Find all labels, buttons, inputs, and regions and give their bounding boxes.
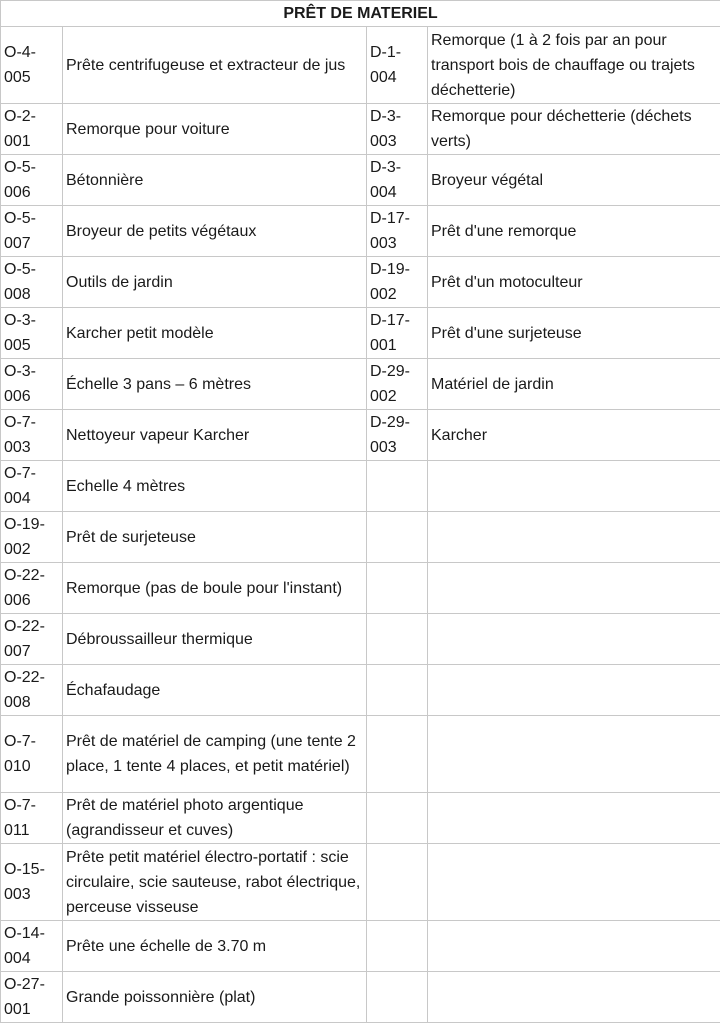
offer-label: Prêt de matériel photo argentique (agrandisseur et cuves) [63,793,367,844]
request-code: D-1-004 [367,27,428,104]
request-label: Prêt d'une surjeteuse [428,308,720,359]
title-row [1,1,720,27]
request-label [428,972,720,1023]
table-row [1,793,720,844]
offer-code: O-7-011 [1,793,63,844]
request-label: Remorque (1 à 2 fois par an pour transport bois de chauffage ou trajets déchetterie) [428,27,720,104]
request-label: Matériel de jardin [428,359,720,410]
offer-code: O-5-006 [1,155,63,206]
request-label [428,921,720,972]
table-row [1,844,720,921]
request-code: D-3-004 [367,155,428,206]
table-row [1,461,720,512]
offer-code: O-5-007 [1,206,63,257]
offer-code: O-19-002 [1,512,63,563]
offer-label: Bétonnière [63,155,367,206]
table-row [1,359,720,410]
table-row [1,155,720,206]
table-row [1,257,720,308]
offer-code: O-22-008 [1,665,63,716]
table-row [1,512,720,563]
request-code [367,716,428,793]
offer-code: O-7-004 [1,461,63,512]
request-code: D-29-002 [367,359,428,410]
table-row [1,104,720,155]
offer-label: Échafaudage [63,665,367,716]
table-row [1,921,720,972]
request-label: Prêt d'une remorque [428,206,720,257]
offer-label: Prête une échelle de 3.70 m [63,921,367,972]
request-code [367,793,428,844]
request-code [367,921,428,972]
offer-label: Karcher petit modèle [63,308,367,359]
table-row [1,614,720,665]
request-label [428,512,720,563]
table-row [1,206,720,257]
offer-code: O-15-003 [1,844,63,921]
offer-code: O-27-001 [1,972,63,1023]
request-label [428,614,720,665]
request-code [367,461,428,512]
offer-label: Prête petit matériel électro-portatif : scie circulaire, scie sauteuse, rabot électrique, perceuse visseuse [63,844,367,921]
request-code [367,512,428,563]
table-row [1,410,720,461]
request-label [428,461,720,512]
request-code: D-17-003 [367,206,428,257]
offer-label: Outils de jardin [63,257,367,308]
request-code: D-29-003 [367,410,428,461]
offer-code: O-22-006 [1,563,63,614]
table-row [1,563,720,614]
offer-label: Remorque (pas de boule pour l'instant) [63,563,367,614]
request-label [428,844,720,921]
offer-label: Remorque pour voiture [63,104,367,155]
request-label [428,665,720,716]
offer-label: Débroussailleur thermique [63,614,367,665]
request-label: Karcher [428,410,720,461]
request-code: D-19-002 [367,257,428,308]
offer-label: Échelle 3 pans – 6 mètres [63,359,367,410]
table-title: PRÊT DE MATERIEL [1,1,720,27]
request-label [428,716,720,793]
offer-code: O-7-010 [1,716,63,793]
table-row [1,972,720,1023]
offer-code: O-3-006 [1,359,63,410]
request-code [367,844,428,921]
table-row [1,665,720,716]
table-row [1,27,720,104]
offer-code: O-2-001 [1,104,63,155]
request-label: Remorque pour déchetterie (déchets verts) [428,104,720,155]
request-label [428,563,720,614]
request-code [367,563,428,614]
offer-code: O-7-003 [1,410,63,461]
request-code [367,614,428,665]
offer-code: O-14-004 [1,921,63,972]
offer-label: Prêt de surjeteuse [63,512,367,563]
offer-label: Prêt de matériel de camping (une tente 2 place, 1 tente 4 places, et petit matériel) [63,716,367,793]
request-label [428,793,720,844]
request-code: D-3-003 [367,104,428,155]
offer-code: O-5-008 [1,257,63,308]
request-code: D-17-001 [367,308,428,359]
request-code [367,665,428,716]
request-label: Broyeur végétal [428,155,720,206]
offer-code: O-3-005 [1,308,63,359]
offer-code: O-22-007 [1,614,63,665]
offer-label: Broyeur de petits végétaux [63,206,367,257]
offer-label: Nettoyeur vapeur Karcher [63,410,367,461]
table-row [1,716,720,793]
offer-label: Prête centrifugeuse et extracteur de jus [63,27,367,104]
offer-code: O-4-005 [1,27,63,104]
offer-label: Grande poissonnière (plat) [63,972,367,1023]
request-label: Prêt d'un motoculteur [428,257,720,308]
request-code [367,972,428,1023]
offer-label: Echelle 4 mètres [63,461,367,512]
table-row [1,308,720,359]
